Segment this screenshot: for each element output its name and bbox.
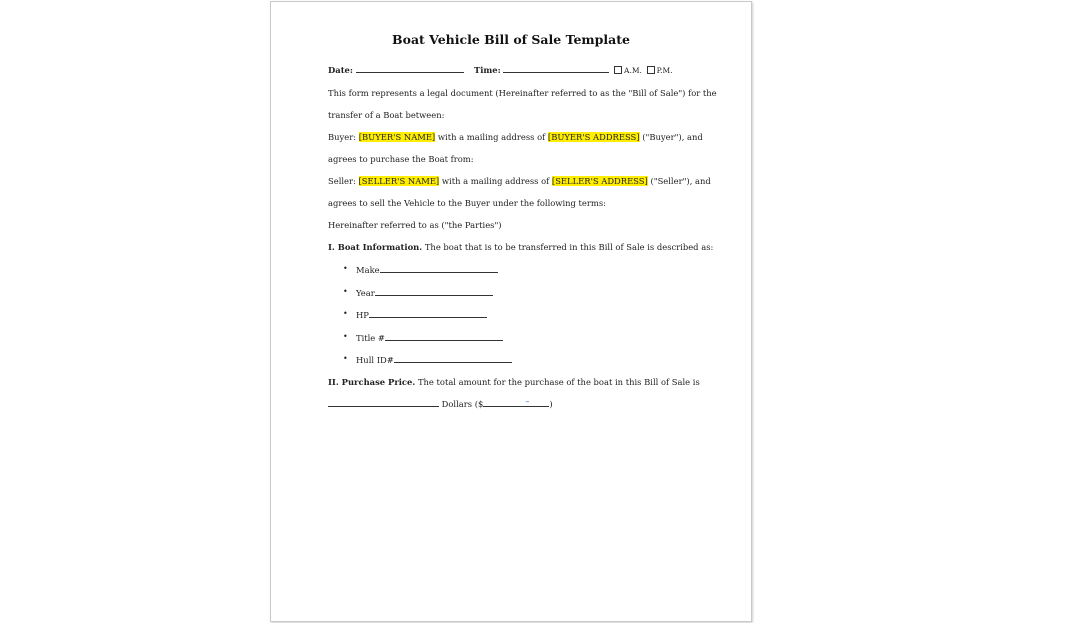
seller-prefix: Seller:: [328, 176, 359, 186]
am-checkbox[interactable]: [614, 66, 622, 74]
bullet-icon: •: [343, 287, 348, 296]
date-blank[interactable]: [356, 64, 464, 73]
amount-number-blank[interactable]: [483, 398, 549, 407]
date-label: Date:: [328, 65, 353, 75]
make-label: Make: [356, 265, 380, 275]
dollars-label: Dollars ($: [439, 399, 484, 409]
amount-words-blank[interactable]: [328, 398, 439, 407]
parties-line: Hereinafter referred to as ("the Parties"): [328, 220, 502, 230]
buyer-prefix: Buyer:: [328, 132, 359, 142]
list-item-hp: [328, 309, 628, 320]
bullet-icon: •: [343, 354, 348, 363]
section-1-text: The boat that is to be transferred in this Bill of Sale is described as:: [422, 242, 714, 252]
section-2-heading: II. Purchase Price.: [328, 377, 416, 387]
document-title: Boat Vehicle Bill of Sale Template: [392, 32, 630, 47]
bullet-icon: •: [343, 264, 348, 273]
seller-line: [328, 176, 711, 187]
bullet-icon: •: [343, 309, 348, 318]
seller-mid: with a mailing address of: [439, 176, 552, 186]
intro-line-1: This form represents a legal document (Hereinafter referred to as the "Bill of Sale") for the: [328, 88, 717, 98]
seller-follow-line: agrees to sell the Vehicle to the Buyer under the following terms:: [328, 198, 606, 208]
seller-address-field[interactable]: [SELLER'S ADDRESS]: [551, 176, 648, 186]
time-label: Time:: [474, 65, 501, 75]
hull-id-blank[interactable]: [394, 354, 512, 363]
title-number-label: Title #: [356, 333, 385, 343]
list-item-make: [328, 264, 628, 275]
title-number-blank[interactable]: [385, 332, 503, 341]
hp-label: HP: [356, 310, 369, 320]
pm-checkbox[interactable]: [647, 66, 655, 74]
year-label: Year: [356, 288, 375, 298]
list-item-hull-id: [328, 354, 628, 365]
intro-line-2: transfer of a Boat between:: [328, 110, 445, 120]
section-2-line: [328, 377, 700, 388]
bullet-icon: •: [343, 332, 348, 341]
hull-id-label: Hull ID#: [356, 355, 394, 365]
date-time-row: [328, 64, 673, 76]
make-blank[interactable]: [380, 264, 498, 273]
buyer-mid: with a mailing address of: [435, 132, 548, 142]
buyer-line: [328, 132, 703, 143]
section-2-text: The total amount for the purchase of the boat in this Bill of Sale is: [415, 377, 700, 387]
time-blank[interactable]: [503, 64, 609, 73]
seller-suffix: ("Seller"), and: [647, 176, 711, 186]
am-label: A.M.: [624, 66, 642, 75]
list-item-year: [328, 287, 628, 298]
section-1-line: [328, 242, 713, 253]
buyer-suffix: ("Buyer"), and: [639, 132, 703, 142]
seller-name-field[interactable]: [SELLER'S NAME]: [358, 176, 440, 186]
document-page: [270, 1, 752, 622]
buyer-follow-line: agrees to purchase the Boat from:: [328, 154, 474, 164]
pm-label: P.M.: [656, 66, 673, 75]
section-1-heading: I. Boat Information.: [328, 242, 423, 252]
text-cursor: –: [525, 397, 530, 406]
dollars-line: [328, 398, 553, 410]
list-item-title: [328, 332, 628, 343]
buyer-address-field[interactable]: [BUYER'S ADDRESS]: [547, 132, 640, 142]
dollars-close: ): [549, 399, 553, 409]
buyer-name-field[interactable]: [BUYER'S NAME]: [358, 132, 436, 142]
hp-blank[interactable]: [369, 309, 487, 318]
year-blank[interactable]: [375, 287, 493, 296]
